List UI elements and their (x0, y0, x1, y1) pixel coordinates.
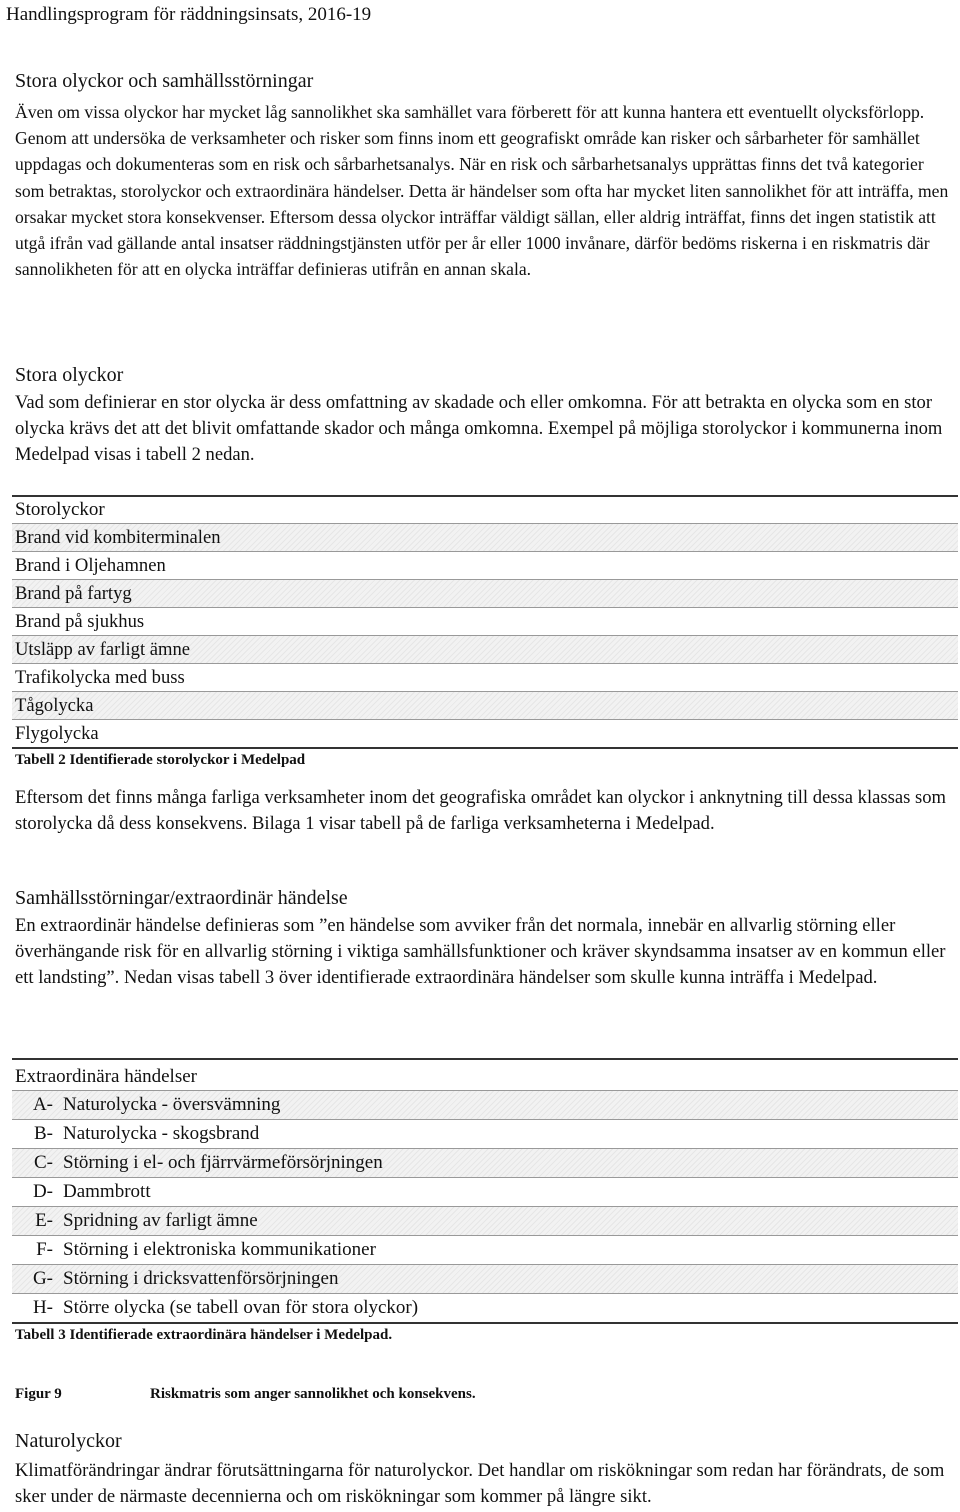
table-row: Flygolycka (15, 723, 99, 744)
table-row (12, 1120, 958, 1148)
row-label: Naturolycka - översvämning (63, 1094, 281, 1115)
row-label: Störning i el- och fjärrvärmeförsörjningen (63, 1152, 383, 1173)
table-caption: Tabell 3 Identifierade extraordinära händelser i Medelpad. (15, 1327, 393, 1343)
row-letter: B- (34, 1123, 53, 1144)
row-letter: D- (32, 1181, 53, 1202)
row-label: Störning i dricksvattenförsörjningen (63, 1268, 339, 1289)
row-label: Spridning av farligt ämne (63, 1210, 258, 1231)
row-letter: G- (32, 1268, 53, 1289)
section2-paragraph: Vad som definierar en stor olycka är dess omfattning av skadade och eller omkomna. För att betrakta en olycka som en stor olycka krävs det att det blivit omfattande skador och många omkomna. Exempel på möjliga storolyckor i kommunerna inom Medelpad visas i tabell 2 nedan. (15, 392, 943, 465)
table-row (12, 1148, 958, 1178)
after-table2-paragraph: Eftersom det finns många farliga verksamheter inom det geografiska området kan olyckor i anknytning till dessa klassas som storolycka då dess konsekvens. Bilaga 1 visar tabell på de farliga verksamheterna i Medelpad. (15, 787, 946, 834)
table-title: Extraordinära händelser (12, 1058, 958, 1090)
table-title: Storolyckor (12, 495, 958, 523)
row-letter: A- (32, 1094, 53, 1115)
table-row (12, 1264, 958, 1294)
section3-paragraph: En extraordinär händelse definieras som ”en händelse som avviker från det normala, innebär en allvarlig störning eller överhängande risk för en allvarlig störning i viktiga samhällsfunktioner och kräver skyndsamma insatser av en kommun eller ett landsting”. Nedan visas tabell 3 över identifierade extraordinära händelser som skulle kunna inträffa i Medelpad. (15, 915, 946, 988)
table-row: Tågolycka (12, 691, 958, 720)
figure-caption: Riskmatris som anger sannolikhet och konsekvens. (150, 1386, 476, 1402)
row-letter: H- (32, 1297, 53, 1318)
table-row: Brand i Oljehamnen (15, 555, 166, 576)
table-storolyckor (12, 495, 958, 769)
row-label: Dammbrott (63, 1181, 151, 1202)
table-row (12, 1090, 958, 1120)
figure-label: Figur 9 (15, 1386, 62, 1402)
row-label: Störning i elektroniska kommunikationer (63, 1239, 376, 1260)
row-label: Större olycka (se tabell ovan för stora olyckor) (63, 1297, 419, 1318)
table-row: Utsläpp av farligt ämne (12, 635, 958, 664)
table-row: Brand vid kombiterminalen (12, 523, 958, 552)
section1-paragraph: Även om vissa olyckor har mycket låg sannolikhet ska samhället vara förberett för att kunna hantera ett eventuellt olycksförlopp. Genom att undersöka de verksamheter och risker som finns inom ett geografiskt område kan risker och sårbarheter för samhället uppdagas och dokumenteras som en risk och sårbarhetsanalys. När en risk och sårbarhetsanalys upprättas finns det två kategorier som betraktas, storolyckor och extraordinära händelser. Detta är händelser som ofta har mycket liten sannolikhet för att inträffa, men orsakar mycket stora konsekvenser. Eftersom dessa olyckor inträffar väldigt sällan, eller aldrig inträffat, finns det ingen statistik att utgå ifrån vad gällande antal insatser räddningstjänsten utför per år eller 1000 invånare, därför bedöms riskerna i en riskmatris där sannolikheten för att en olycka inträffar definieras utifrån en annan skala. (15, 102, 949, 280)
table-row (12, 1206, 958, 1236)
table-row: Brand på sjukhus (15, 611, 145, 632)
section-heading-samhallsstorningar: Samhällsstörningar/extraordinär händelse (15, 887, 348, 909)
row-letter: C- (34, 1152, 53, 1173)
section4-paragraph: Klimatförändringar ändrar förutsättningarna för naturolyckor. Det handlar om riskökningar som redan har förändrats, de som sker under de närmaste decennierna och om riskökningar som kommer på längre sikt. (15, 1460, 945, 1507)
table-row: Trafikolycka med buss (15, 667, 185, 688)
row-letter: F- (36, 1239, 53, 1260)
table-row: Brand på fartyg (12, 579, 958, 608)
table-row (12, 1294, 958, 1322)
table-extraordinara-handelser (12, 1058, 958, 1344)
section-heading-stora-olyckor: Stora olyckor (15, 364, 124, 386)
table-row (12, 1178, 958, 1206)
section-heading-naturolyckor: Naturolyckor (15, 1430, 122, 1452)
section-heading-stora-olyckor-samhallsstorningar: Stora olyckor och samhällsstörningar (15, 70, 314, 92)
table-row (12, 1236, 958, 1264)
page-header: Handlingsprogram för räddningsinsats, 2016-19 (6, 4, 372, 25)
table-caption: Tabell 2 Identifierade storolyckor i Medelpad (15, 752, 306, 768)
row-label: Naturolycka - skogsbrand (63, 1123, 260, 1144)
row-letter: E- (35, 1210, 53, 1231)
